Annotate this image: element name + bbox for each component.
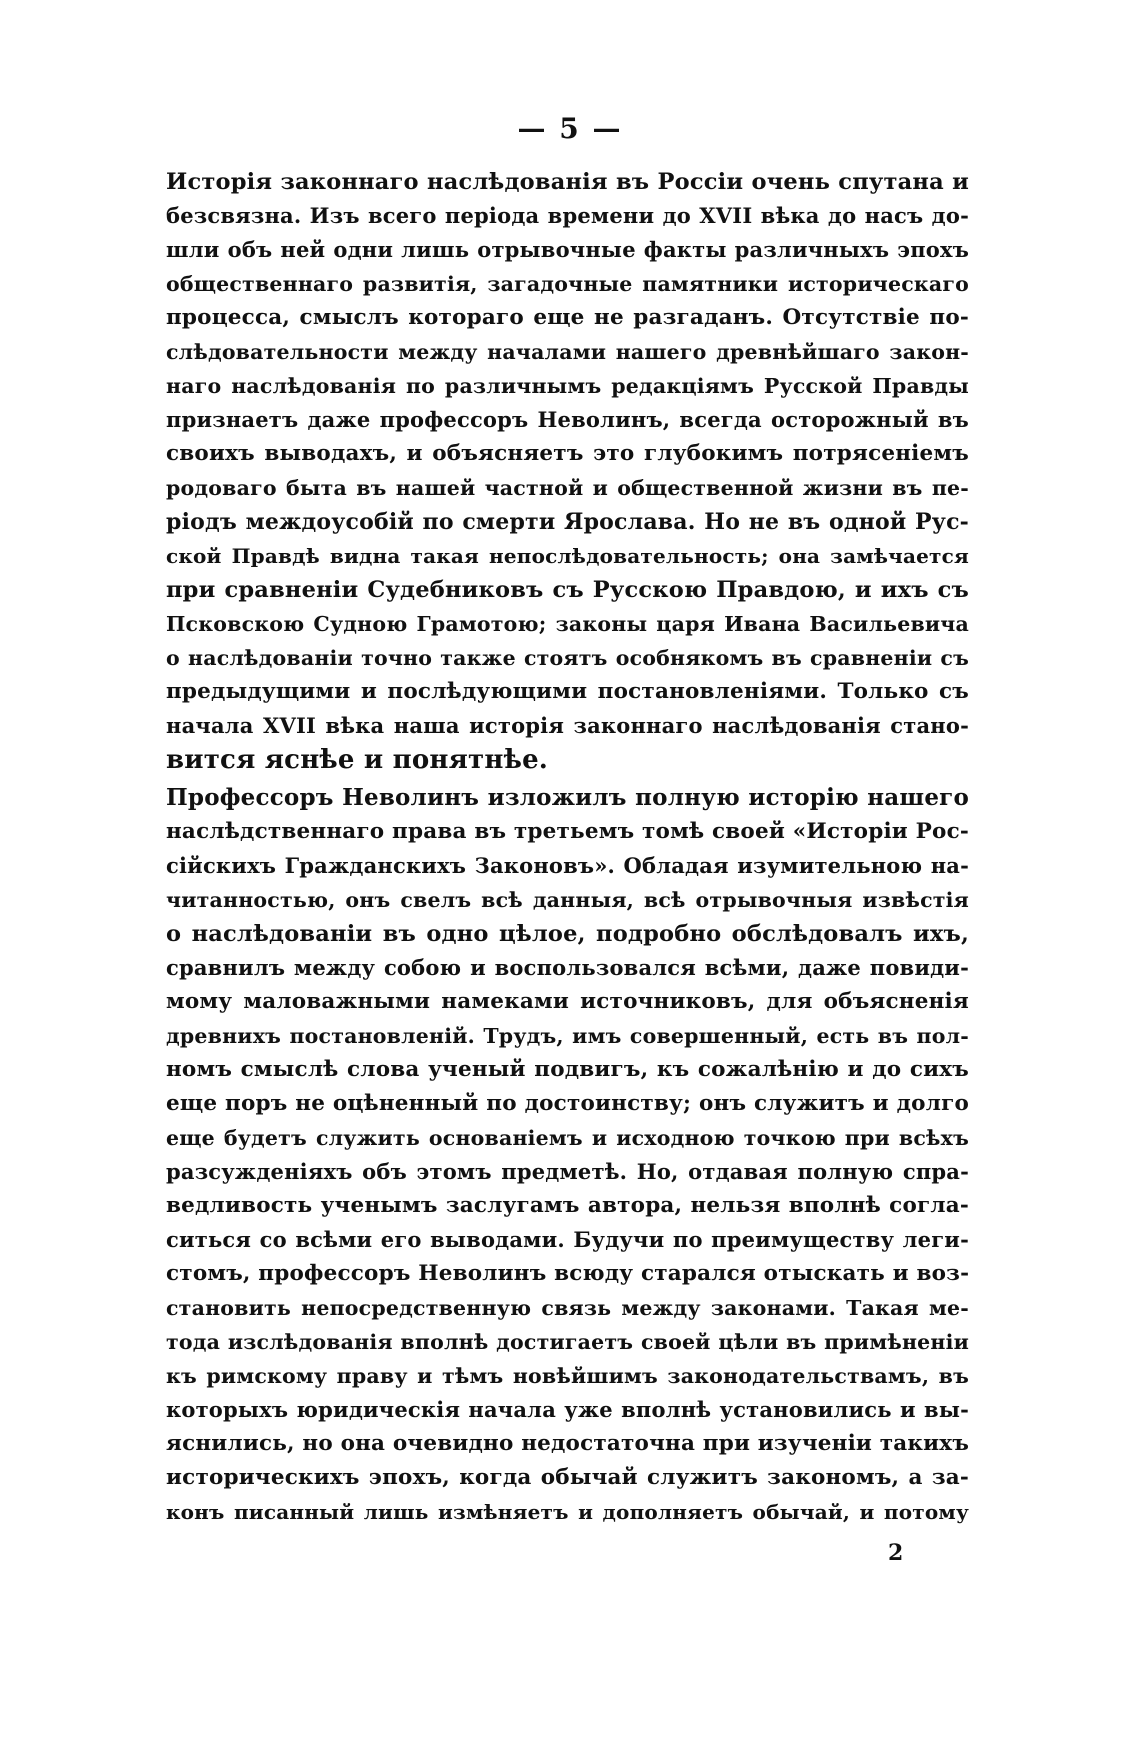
text-line: о наслѣдованіи въ одно цѣлое, подробно обслѣдовалъ ихъ, [166, 921, 969, 947]
text-line: къ римскому праву и тѣмъ новѣйшимъ законодательствамъ, въ [166, 1364, 969, 1388]
text-line: наго наслѣдованія по различнымъ редакціямъ Русской Правды [166, 374, 969, 398]
text-line: конъ писанный лишь измѣняетъ и дополняетъ обычай, и потому [166, 1500, 969, 1524]
text-line: стомъ, профессоръ Неволинъ всюду старался отыскать и воз- [166, 1261, 970, 1286]
text-line: вится яснѣе и понятнѣе. [166, 745, 549, 775]
text-line: при сравненіи Судебниковъ съ Русскою Правдою, и ихъ съ [166, 577, 969, 603]
text-line: еще поръ не оцѣненный по достоинству; онъ служитъ и долго [166, 1091, 969, 1116]
paragraph-1 [166, 165, 969, 777]
text-line: читанностью, онъ свелъ всѣ данныя, всѣ отрывочныя извѣстія [166, 888, 969, 912]
text-line: сійскихъ Гражданскихъ Законовъ». Обладая изумительною на- [166, 853, 969, 878]
text-line: мому маловажными намеками источниковъ, для объясненія [166, 989, 969, 1014]
text-line: Исторія законнаго наслѣдованія въ Россіи очень спутана и [166, 169, 969, 195]
text-line: яснились, но она очевидно недостаточна при изученіи такихъ [166, 1431, 970, 1456]
text-line: признаетъ даже профессоръ Неволинъ, всегда осторожный въ [166, 407, 969, 432]
signature-mark: 2 [888, 1540, 904, 1566]
text-line: начала XVII вѣка наша исторія законнаго наслѣдованія стано- [166, 713, 969, 738]
text-line: тода изслѣдованія вполнѣ достигаетъ своей цѣли въ примѣненіи [166, 1330, 969, 1354]
text-line: Псковскою Судною Грамотою; законы царя Ивана Васильевича [166, 612, 969, 636]
text-line: номъ смыслѣ слова ученый подвигъ, къ сожалѣнію и до сихъ [166, 1057, 969, 1082]
text-line: наслѣдственнаго права въ третьемъ томѣ своей «Исторіи Рос- [166, 819, 969, 844]
text-line: становить непосредственную связь между законами. Такая ме- [166, 1296, 969, 1320]
text-line: родоваго быта въ нашей частной и общественной жизни въ пе- [166, 476, 969, 500]
text-line: разсужденіяхъ объ этомъ предметѣ. Но, отдавая полную спра- [166, 1159, 969, 1184]
text-line: древнихъ постановленій. Трудъ, имъ совершенный, есть въ пол- [166, 1024, 969, 1048]
text-line: Профессоръ Неволинъ изложилъ полную исторію нашего [166, 784, 969, 811]
text-line: историческихъ эпохъ, когда обычай служитъ закономъ, а за- [166, 1465, 969, 1490]
text-line: еще будетъ служить основаніемъ и исходною точкою при всѣхъ [166, 1126, 969, 1150]
text-line: ведливость ученымъ заслугамъ автора, нельзя вполнѣ согла- [166, 1193, 969, 1218]
paragraph-2 [166, 781, 969, 1529]
text-line: которыхъ юридическія начала уже вполнѣ установились и вы- [166, 1397, 969, 1422]
text-line: ситься со всѣми его выводами. Будучи по преимуществу леги- [166, 1227, 969, 1252]
text-line: предыдущими и послѣдующими постановленіями. Только съ [166, 679, 969, 704]
text-line: шли объ ней одни лишь отрывочные факты различныхъ эпохъ [166, 237, 969, 262]
text-line: своихъ выводахъ, и объясняетъ это глубокимъ потрясеніемъ [166, 441, 969, 466]
text-line: сравнилъ между собою и воспользовался всѣми, даже повиди- [166, 955, 969, 980]
text-line: общественнаго развитія, загадочные памятники историческаго [166, 272, 969, 296]
text-line: ской Правдѣ видна такая непослѣдовательность; она замѣчается [166, 544, 969, 568]
text-line: безсвязна. Изъ всего періода времени до XVII вѣка до насъ до- [166, 203, 969, 228]
text-line: о наслѣдованіи точно также стоятъ особнякомъ въ сравненіи съ [166, 646, 969, 670]
text-line: ріодъ междоусобій по смерти Ярослава. Но не въ одной Рус- [166, 509, 969, 535]
text-line: процесса, смыслъ котораго еще не разгаданъ. Отсутствіе по- [166, 305, 969, 330]
page-number: — 5 — [517, 112, 623, 145]
body-text [166, 165, 969, 1529]
text-line: слѣдовательности между началами нашего древнѣйшаго закон- [166, 340, 969, 364]
